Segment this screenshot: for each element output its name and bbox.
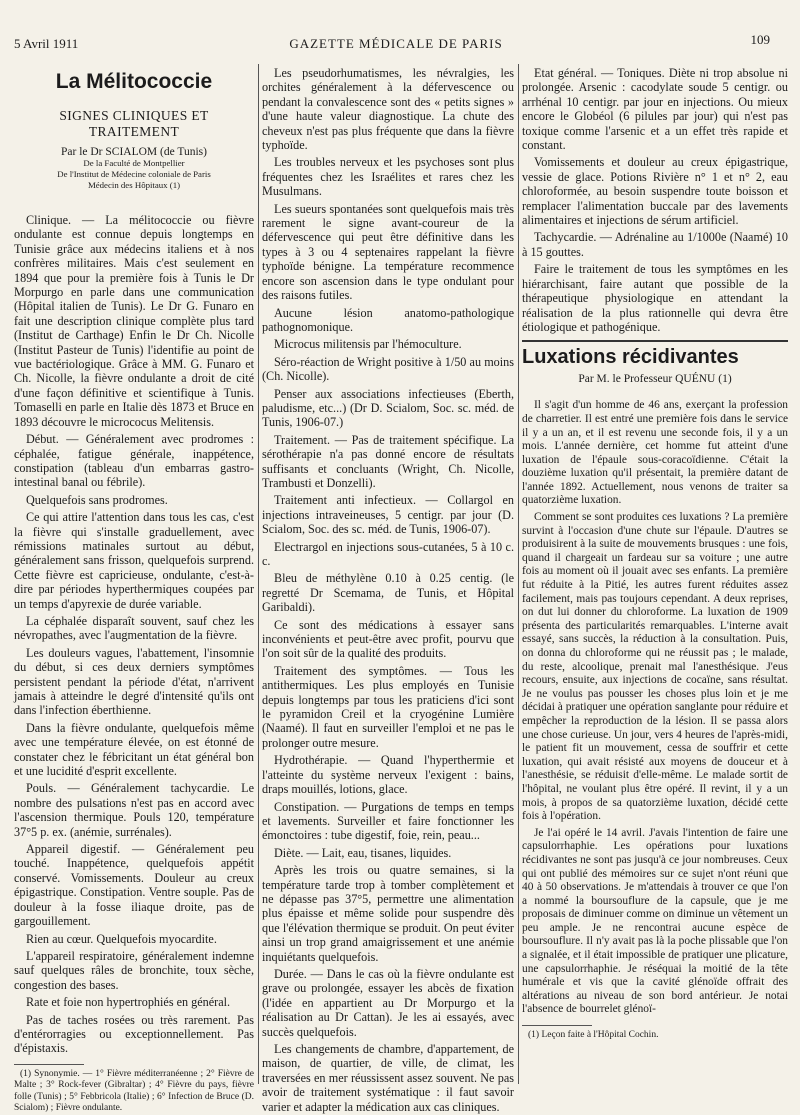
column-2 (262, 66, 514, 1114)
author-affiliation: De la Faculté de Montpellier (83, 158, 185, 168)
paragraph: Après les trois ou quatre semaines, si la température tarde trop à tomber complètement et ne dépasse pas 37°5, permettre une alimentation plus épaisse et même solide pour suspendre dès que l'élévation thermique se produit. On peut éviter ainsi un trop grand amaigrissement et une anémie inquiétants quelquefois. (262, 863, 514, 964)
footnote: (1) Leçon faite à l'Hôpital Cochin. (528, 1030, 659, 1041)
paragraph: Ce qui attire l'attention dans tous les cas, c'est la fièvre qui s'installe graduellement, avec rémissions matinales surtout au début, généralement sans frisson, quelquefois surprend. Cette fièvre est capricieuse, ondulante, c'est-à-dire par périodes hyperthermiques coupées par un temps d'apyrexie de durée variable. (14, 510, 254, 611)
paragraph: Etat général. — Toniques. Diète ni trop absolue ni prolongée. Arsenic : cacodylate soude 5 centigr. ou arrhénal 10 centigr. par jour en injections. Ou mieux encore le Globéol (6 pilules par jour) qui n'est pas toxique comme l'arsenic et a un effet très rapide et constant. (522, 66, 788, 153)
paragraph: Les sueurs spontanées sont quelquefois mais très rarement le signe avant-coureur de la défervescence qui peut être définitive dans les types à 3 ou 4 septenaires rappelant la fièvre typhoïde bénigne. La température recommence encore son ascension dans le type ondulant pour des raisons futiles. (262, 201, 514, 303)
paragraph: Microcus militensis par l'hémoculture. (274, 337, 462, 352)
paragraph: Traitement des symptômes. — Tous les antithermiques. Les plus employés en Tunisie depuis longtemps par tous les praticiens d'ici sont le pyramidon Creil et la cryogénine Lumière (Naamé). Il faut en surveiller l'emploi et ne pas le prolonger outre mesure. (262, 663, 514, 750)
paragraph: Je l'ai opéré le 14 avril. J'avais l'intention de faire une capsulorrhaphie. Les opérations pour luxations récidivantes ne sont pas jusqu'à ce jour nombreuses. Ceux qui ont publié des mémoires sur ce sujet n'ont réuni que 40 à 50 observations. Je m'attendais à trouver ce que l'on a nommé la boursouflure de la capsule, que je me proposais de diminuer comme on diminue un vêtement un peu ample. Je ne rencontrai aucune espèce de boursouflure. Il n'y avait pas là la poche plissable que l'on a signalée, et il était impossible de pratiquer une plicature, une capsulorrhaphie. Je réséquai la moitié de la tête humérale et vis que la cavité glénoïde offrait des altérations au niveau de son bord antérieur. Je notai l'absence de bourrelet glénoï- (522, 826, 788, 1016)
section-heading: SIGNES CLINIQUES ET TRAITEMENT (59, 108, 209, 139)
paragraph: Bleu de méthylène 0.10 à 0.25 centig. (le regretté Dr Scemama, de Tunis, et Hôpital Garibaldi). (262, 571, 514, 615)
paragraph: Electrargol en injections sous-cutanées, 5 à 10 c. c. (262, 539, 514, 568)
paragraph: Clinique. — La mélitococcie ou fièvre ondulante est connue depuis longtemps en Tunisie grâce aux médecins italiens et à nos confrères militaires. Mais c'est seulement en 1894 que pour la première fois à Tunis le Dr Morpurgo en parle dans une communication (Hôpital italien de Tunis). Le Dr G. Funaro en fait une description clinique complète plus tard (Institut de Carthage) Enfin le Dr Ch. Nicolle (Institut Pasteur de Tunis) l'identifie au point de vue bactériologique. Grâce à MM. G. Funaro et Ch. Nicolle, la fièvre ondulante a droit de cité d'une façon définitive et scientifique à Tunis. Tomaselli en parle en Italie dès 1873 et Bruce en 1893 découvre le micrococus Melitensis. (14, 213, 254, 429)
paragraph: Les douleurs vagues, l'abattement, l'insomnie du début, si ces deux derniers symptômes persistent pendant la période d'état, n'arrivent jamais à atteindre le degré d'intensité qu'ils ont dans l'infection éberthienne. (14, 645, 254, 718)
paragraph: Il s'agit d'un homme de 46 ans, exerçant la profession de charretier. Il est entré une première fois dans le service il y a un an, et il est revenu une seconde fois, il y a un mois. L'année dernière, cet homme fut atteint d'une luxation de l'épaule sous-coracoïdienne. C'était la douzième luxation qu'il présentait, la première datant de l'année 1892. Actuellement, nous venons de traiter sa quatorzième luxation. (522, 399, 788, 507)
author-byline: Par le Dr SCIALOM (de Tunis) (61, 146, 207, 158)
footnote-divider (14, 1064, 84, 1065)
paragraph: La céphalée disparaît souvent, sauf chez les névropathes, avec l'augmentation de la fièvre. (14, 613, 254, 643)
paragraph: Aucune lésion anatomo-pathologique pathognomonique. (262, 305, 514, 334)
paragraph: Les pseudorhumatismes, les névralgies, les orchites généralement à la défervescence ou pendant la convalescence sont des « petits signes » d'une haute valeur diagnostique. La chute des cheveux n'est pas plus fréquente que dans la fièvre typhoïde. (262, 66, 514, 153)
page-header (14, 30, 778, 56)
paragraph: Dans la fièvre ondulante, quelquefois même avec une température élevée, on est étonné de constater chez le fébricitant un état général bon et une lucidité d'esprit excellente. (14, 720, 254, 779)
paragraph: Rate et foie non hypertrophiés en général. (26, 995, 231, 1010)
footnote: (1) Synonymie. — 1° Fièvre méditerranéenne ; 2° Fièvre de Malte ; 3° Rock-fever (Gibraltar) ; 4° Fièvre du pays, fièvre folle (Tunis) ; 5° Febbricola (Italie) ; 6° Infection de Bruce (D. Scialom) ; Fièvre ondulante. (14, 1068, 254, 1114)
paragraph: Constipation. — Purgations de temps en temps et lavements. Surveiller et faire fonctionner les émonctoires : tube digestif, foie, rein, peau... (262, 799, 514, 843)
paragraph: Ce sont des médications à essayer sans inconvénients et peut-être avec profit, pourvu que l'on soit sûr de la qualité des produits. (262, 617, 514, 661)
author-byline: Par M. le Professeur QUÉNU (1) (578, 373, 732, 386)
paragraph: Les changements de chambre, d'appartement, de maison, de quartier, de ville, de climat, les traversées en mer réussissent assez souvent. Ne pas avoir de traitement systématique : il faut savoir varier et adapter la médication aux cas cliniques. (262, 1042, 514, 1114)
paragraph: Rien au cœur. Quelquefois myocardite. (26, 931, 217, 946)
paragraph: L'appareil respiratoire, généralement indemne sauf quelques râles de bronchite, toux sèche, congestion des bases. (14, 948, 254, 992)
paragraph: Faire le traitement de tous les symptômes en les hiérarchisant, faire autant que possible de la thérapeutique physiologique en attendant la réalisation de la plus rationnelle qui devra être étiologique et pathogénique. (522, 262, 788, 334)
paragraph: Hydrothérapie. — Quand l'hyperthermie et l'atteinte du système nerveux l'exigent : bains, draps mouillés, lotions, glace. (262, 753, 514, 797)
column-divider (518, 64, 519, 1084)
paragraph: Pouls. — Généralement tachycardie. Le nombre des pulsations n'est pas en accord avec l'ascension thermique. Pouls 120, température 37°5 p. ex. (anémie, surrénales). (14, 781, 254, 839)
paragraph: Penser aux associations infectieuses (Eberth, paludisme, etc...) (Dr D. Scialom, Soc. sc. méd. de Tunis, 1906-07.) (262, 386, 514, 430)
paragraph: Durée. — Dans le cas où la fièvre ondulante est grave ou prolongée, essayer les abcès de fixation (l'idée en appartient au Dr Morpurgo et la réalisation au Dr Cattan). Je les ai essayés, avec succès quelquefois. (262, 966, 514, 1039)
paragraph: Tachycardie. — Adrénaline au 1/1000e (Naamé) 10 à 15 gouttes. (522, 230, 788, 259)
article-divider (522, 340, 788, 342)
column-1 (14, 66, 254, 1114)
paragraph: Appareil digestif. — Généralement peu touché. Inappétence, quelquefois appétit conservé. Vomissements. Douleur au creux épigastrique. Constipation. Ventre souple. Pas de douleur à la fosse iliaque droite, pas de gargouillement. (14, 842, 254, 929)
article-title: Luxations récidivantes (522, 346, 739, 369)
article-title: La Mélitococcie (55, 70, 213, 93)
author-affiliation: Médecin des Hôpitaux (1) (87, 180, 181, 190)
paragraph: Quelquefois sans prodromes. (26, 492, 168, 507)
journal-title: GAZETTE MÉDICALE DE PARIS (289, 36, 503, 51)
paragraph: Les troubles nerveux et les psychoses sont plus fréquentes chez les Israélites et rares chez les Musulmans. (262, 155, 514, 199)
paragraph: Comment se sont produites ces luxations ? La première survint à l'occasion d'une chute sur l'épaule. D'autres se produisirent à la suite de mouvements brusques : une fois, quand il chargeait un fardeau sur sa voiture ; une autre fois au moment où il jouait avec ses enfants. La première fut réduite à la Pitié, les autres furent réduites assez facilement, mais pas toujours cependant. A deux reprises, on dut lui donner du chloroforme. La luxation de 1909 présenta des particularités remarquables. L'interne avait essayé, sans succès, la réduction à la consultation. Puis, on donna du chloroforme qui ne réussit pas ; le malade, du reste, alcoolique, prenait mal l'anesthésique. J'eus recours, ensuite, aux injections de cocaïne, sans résultat. Je ne voulus pas pousser les choses plus loin et je me décidai à pratiquer une opération sanglante pour réduire et empêcher la reproduction de la lésion. Il se passa alors une chose curieuse. Un jour, vers 4 heures de l'après-midi, le patient fit un mouvement, cessa de souffrir et cette luxation, qui avait résisté aux moyens de douceur et à l'anesthésie, se réduisit d'elle-même. Le malade sortit de l'hôpital, ne voulant plus être opéré. Il revint, il y a un mois, à propos de sa quatorzième luxation, décidé cette fois à l'opération. (522, 511, 788, 823)
paragraph: Pas de taches rosées ou très rarement. Pas d'entérorragies ou exceptionnellement. Pas d'épistaxis. (14, 1012, 254, 1056)
paragraph: Vomissements et douleur au creux épigastrique, vessie de glace. Potions Rivière n° 1 et n° 2, eau chloroformée, au besoin suspendre toute boisson et remplacer l'alimentation buccale par des lavements alimentaires et injections de sérum artificiel. (522, 155, 788, 228)
column-3 (522, 66, 788, 1086)
paragraph: Traitement. — Pas de traitement spécifique. La sérothérapie n'a pas donné encore de résultats suffisants et concluants (Wright, Ch. Nicolle, Trambusti et Donzelli). (262, 432, 514, 490)
paragraph: Début. — Généralement avec prodromes : céphalée, fatigue générale, inappétence, constipation (tableau d'un embarras gastro-intestinal banal ou fébrile). (14, 432, 254, 490)
paragraph: Traitement anti infectieux. — Collargol en injections intraveineuses, 5 centigr. par jour (D. Scialom, Soc. des sc. méd. de Tunis, 1906-07). (262, 493, 514, 537)
page-number: 109 (750, 32, 770, 47)
footnote-divider (522, 1025, 592, 1026)
issue-date: 5 Avril 1911 (14, 36, 79, 51)
paragraph: Diète. — Lait, eau, tisanes, liquides. (274, 845, 452, 860)
author-affiliation: De l'Institut de Médecine coloniale de Paris (57, 169, 211, 179)
paragraph: Séro-réaction de Wright positive à 1/50 au moins (Ch. Nicolle). (262, 354, 514, 384)
column-divider (258, 64, 259, 1084)
